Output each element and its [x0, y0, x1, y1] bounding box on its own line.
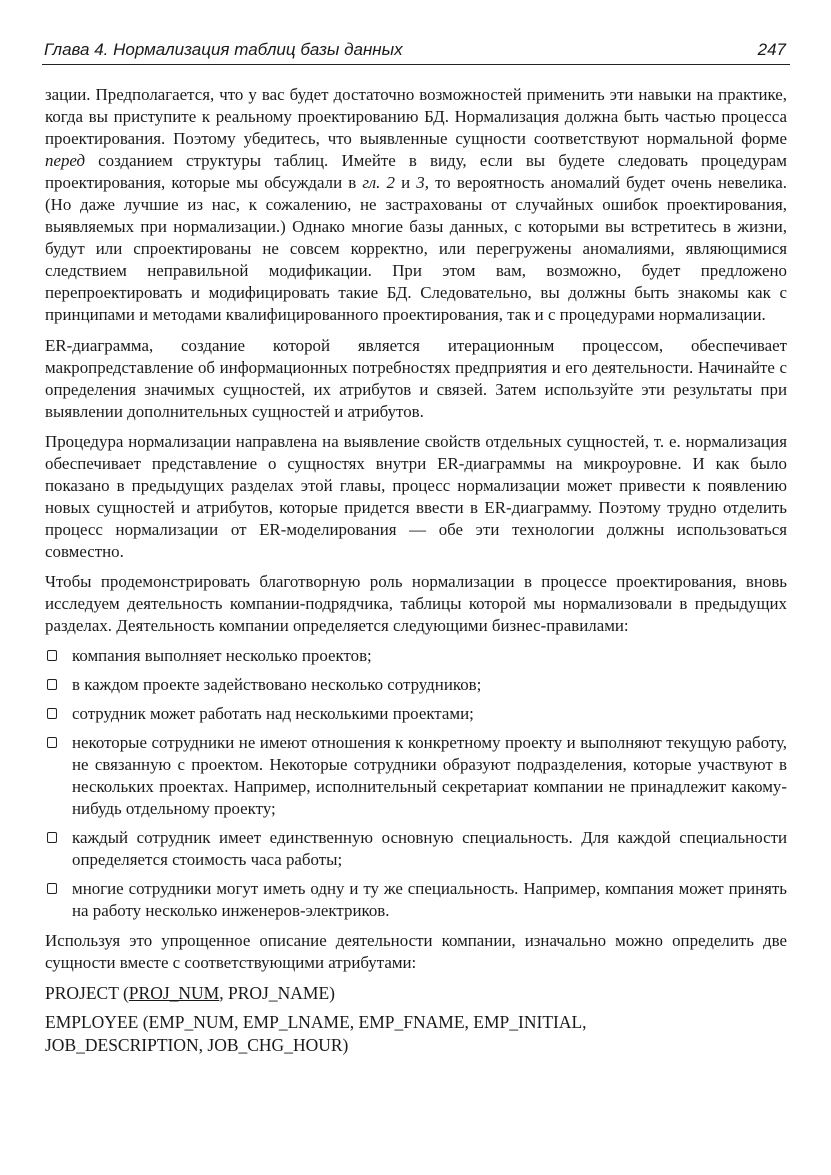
list-item-text: многие сотрудники могут иметь одну и ту же специальность. Например, компания может принять на работу несколько инженеров-электриков. [72, 879, 787, 920]
paragraph-1 [45, 84, 787, 326]
list-item-text: компания выполняет несколько проектов; [72, 646, 372, 665]
chapter-title: Глава 4. Нормализация таблиц базы данных [44, 40, 403, 59]
paragraph-2: ER-диаграмма, создание которой является итерационным процессом, обеспечивает макропредставление об информационных потребностях предприятия и его деятельности. Начинайте с определения значимых сущностей, их атрибутов и связей. Затем используйте эти результаты при выявлении дополнительных сущностей и атрибутов. [45, 336, 787, 421]
list-item-text: каждый сотрудник имеет единственную основную специальность. Для каждой специальности определяется стоимость часа работы; [72, 828, 787, 869]
schema-text: , PROJ_NAME) [219, 983, 335, 1003]
checkbox-bullet-icon [47, 679, 57, 690]
employee-schema [45, 1011, 787, 1057]
list-item [45, 703, 787, 725]
text-run: зации. Предполагается, что у вас будет достаточно возможностей применить эти навыки на практике, когда вы приступите к реальному проектированию БД. Нормализация должна быть частью процесса проектирования. Поэтому убедитесь, что выявленные сущности соответствуют нормальной форме [45, 85, 787, 148]
checkbox-bullet-icon [47, 883, 57, 894]
running-header [42, 38, 790, 65]
paragraph-3: Процедура нормализации направлена на выявление свойств отдельных сущностей, т. е. нормализация обеспечивает представление о сущностях внутри ER-диаграммы на микроуровне. И как было показано в предыдущих разделах этой главы, процесс нормализации может привести к появлению новых сущностей и атрибутов, которые придется ввести в ER-диаграмму. Поэтому трудно отделить процесс нормализации от ER-моделирования — обе эти технологии должны использоваться совместно. [45, 432, 787, 561]
list-item [45, 645, 787, 667]
list-item [45, 878, 787, 922]
text-run: и [394, 173, 417, 192]
text-run: созданием структуры таблиц. Имейте в виду, если вы будете следовать процедурам проектирования, которые мы обсуждали в [45, 151, 787, 192]
text-run: , то вероятность аномалий будет очень невелика. (Но даже лучшие из нас, к сожалению, не застрахованы от случайных ошибок проектирования, выявляемых при нормализации.) Однако многие базы данных, с которыми вы встретитесь в жизни, будут или спроектированы не совсем корректно, или перегружены аномалиями, являющимися следствием неправильной модификации. При этом вам, возможно, будет предложено перепроектировать и модифицировать такие БД. Следовательно, вы должны быть знакомы как с принципами и методами квалифицированного проектирования, так и с процедурами нормализации. [45, 173, 788, 324]
project-schema [45, 982, 787, 1005]
checkbox-bullet-icon [47, 650, 57, 661]
paragraph-4: Чтобы продемонстрировать благотворную роль нормализации в процессе проектирования, вновь исследуем деятельность компании-подрядчика, таблицы которой мы нормализовали в предыдущих разделах. Деятельность компании определяется следующими бизнес-правилами: [45, 572, 787, 635]
checkbox-bullet-icon [47, 737, 57, 748]
business-rules-list [45, 645, 787, 922]
list-item-text: сотрудник может работать над несколькими проектами; [72, 704, 474, 723]
emphasis: перед [45, 151, 86, 170]
primary-key: PROJ_NUM [128, 983, 220, 1003]
checkbox-bullet-icon [47, 708, 57, 719]
paragraph-5: Используя это упрощенное описание деятельности компании, изначально можно определить две сущности вместе с соответствующими атрибутами: [45, 931, 787, 972]
chapter-ref: 3 [416, 173, 425, 192]
list-item [45, 827, 787, 871]
list-item-text: некоторые сотрудники не имеют отношения к конкретному проекту и выполняют текущую работу, не связанную с проектом. Некоторые сотрудники образуют подразделения, которые участвуют в нескольких проектах. Например, исполнительный секретариат компании не принадлежит какому-нибудь отдельному проекту; [72, 733, 787, 818]
schema-line: JOB_DESCRIPTION, JOB_CHG_HOUR) [45, 1035, 349, 1055]
list-item [45, 732, 787, 820]
list-item [45, 674, 787, 696]
page-body [45, 84, 787, 1063]
list-item-text: в каждом проекте задействовано несколько сотрудников; [72, 675, 482, 694]
chapter-ref: гл. 2 [362, 173, 395, 192]
page-number: 247 [757, 40, 786, 59]
schema-line: EMPLOYEE (EMP_NUM, EMP_LNAME, EMP_FNAME, EMP_INITIAL, [45, 1012, 587, 1032]
schema-text: PROJECT ( [45, 983, 129, 1003]
checkbox-bullet-icon [47, 832, 57, 843]
